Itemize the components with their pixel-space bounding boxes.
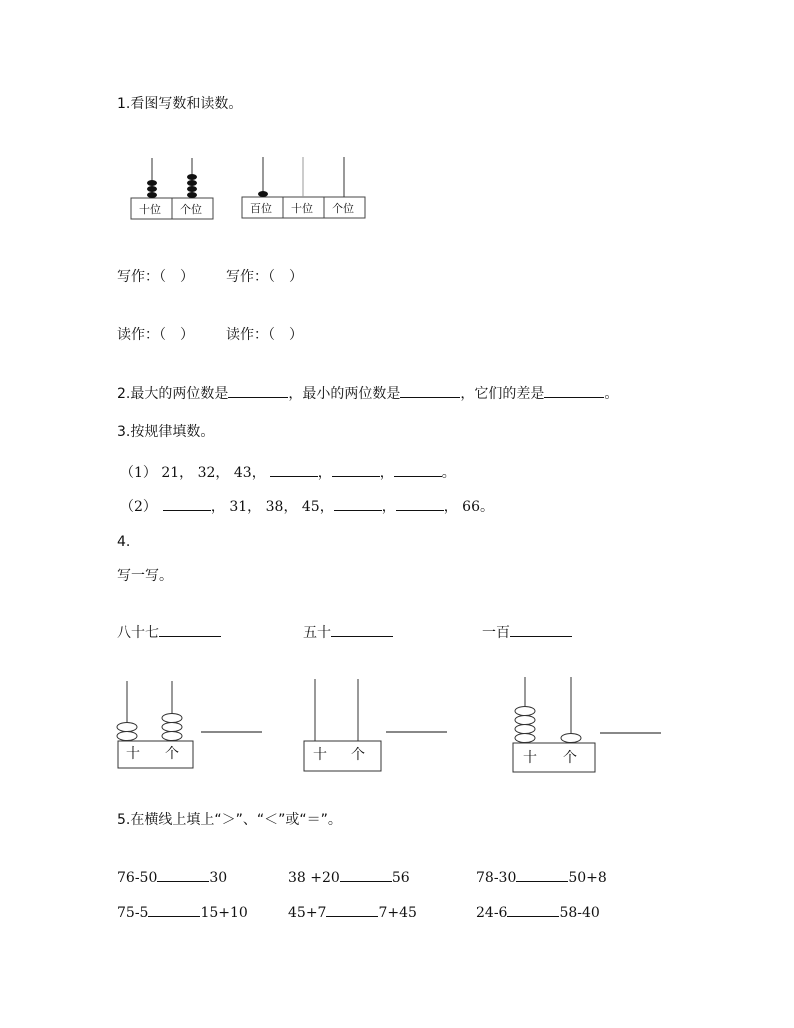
abacus-bead: [147, 186, 157, 192]
comparison-blank[interactable]: [507, 902, 559, 917]
q3-comma: ，: [317, 465, 332, 481]
q4-item-2: [303, 622, 393, 642]
comparison-item: [288, 902, 417, 922]
q3-comma: ，: [379, 465, 394, 481]
abacus-bead: [258, 191, 268, 197]
comparison-left: 38 +20: [288, 870, 340, 886]
comparison-item: [476, 867, 607, 887]
q3-line2-blank-3[interactable]: [396, 496, 444, 511]
abacus2-tens-label: 十位: [291, 202, 313, 215]
abacus-bead: [187, 186, 197, 192]
comparison-left: 45+7: [288, 905, 327, 921]
q2-blank-2[interactable]: [400, 383, 460, 398]
q4-item-3-text: 一百: [482, 625, 510, 641]
q4-item-2-text: 五十: [303, 625, 331, 641]
q3-line1-blank-3[interactable]: [394, 462, 442, 477]
abacus2-hundreds-label: 百位: [250, 202, 272, 215]
q3-line1-end: 。: [441, 465, 456, 481]
q1-title: 1.看图写数和读数。: [117, 96, 243, 112]
comparison-right: 56: [391, 870, 410, 886]
q3-line2-prefix: （2）: [120, 499, 157, 515]
q2-line: [117, 383, 618, 403]
q3-line1-blank-1[interactable]: [270, 462, 318, 477]
comparison-right: 50+8: [568, 870, 607, 886]
q3-line2-mid: ， 31， 38， 45，: [210, 499, 334, 515]
q4-title: 写一写。: [117, 568, 173, 584]
comparison-item: [117, 902, 248, 922]
abacus-bead: [117, 723, 137, 732]
abacus-bead: [147, 180, 157, 186]
abacus-bead: [117, 732, 137, 741]
comparison-item: [476, 902, 600, 922]
comparison-blank[interactable]: [326, 902, 378, 917]
abacus-bead: [162, 723, 182, 732]
abacus-bead: [515, 725, 535, 734]
abacus-bead: [515, 734, 535, 743]
q2-part1: 2.最大的两位数是: [117, 386, 229, 402]
q3-line1-blank-2[interactable]: [332, 462, 380, 477]
comparison-left: 78-30: [476, 870, 517, 886]
q4-abacus1-ones-label: 个: [165, 746, 179, 762]
comparison-item: [288, 867, 410, 887]
q4-item-3: [482, 622, 572, 642]
comparison-left: 24-6: [476, 905, 508, 921]
q2-part3: ，它们的差是: [460, 386, 545, 402]
q4-abacus2-tens-label: 十: [313, 747, 327, 763]
comparison-item: [117, 867, 227, 887]
q3-line-2: [120, 496, 494, 516]
q3-line-1: [120, 462, 456, 482]
abacus-bead: [162, 732, 182, 741]
q1-read-label-1: 读作：（ ）: [117, 327, 194, 343]
q4-item-1-blank[interactable]: [159, 622, 221, 637]
q3-comma: ，: [381, 499, 396, 515]
comparison-left: 76-50: [117, 870, 158, 886]
abacus-bead: [187, 180, 197, 186]
abacus-bead: [162, 714, 182, 723]
q4-abacus1-tens-label: 十: [126, 746, 140, 762]
q4-number: 4.: [117, 534, 131, 550]
q4-item-3-blank[interactable]: [510, 622, 572, 637]
abacus1-tens-label: 十位: [139, 203, 161, 216]
q3-line2-blank-2[interactable]: [334, 496, 382, 511]
abacus2-ones-label: 个位: [332, 202, 354, 215]
q3-title: 3.按规律填数。: [117, 424, 215, 440]
q1-write-label-1: 写作：（ ）: [117, 269, 194, 285]
abacus-bead: [147, 192, 157, 198]
abacus-bead: [515, 716, 535, 725]
q2-blank-1[interactable]: [228, 383, 288, 398]
comparison-blank[interactable]: [340, 867, 392, 882]
comparison-right: 15+10: [200, 905, 248, 921]
q4-item-2-blank[interactable]: [331, 622, 393, 637]
q1-read-label-2: 读作：（ ）: [226, 327, 303, 343]
comparison-blank[interactable]: [148, 902, 200, 917]
q4-abacus3-tens-label: 十: [523, 750, 537, 766]
q1-write-label-2: 写作：（ ）: [226, 269, 303, 285]
comparison-right: 30: [209, 870, 228, 886]
comparison-left: 75-5: [117, 905, 149, 921]
q4-abacus2-ones-label: 个: [351, 747, 365, 763]
comparison-right: 58-40: [559, 905, 600, 921]
q2-blank-3[interactable]: [544, 383, 604, 398]
q5-title: 5.在横线上填上“＞”、“＜”或“＝”。: [117, 812, 342, 828]
q2-part4: 。: [604, 386, 619, 402]
q3-line1-prefix: （1） 21， 32， 43，: [120, 465, 266, 481]
abacus-bead: [187, 192, 197, 198]
abacus-bead: [515, 707, 535, 716]
q2-part2: ，最小的两位数是: [288, 386, 401, 402]
comparison-right: 7+45: [378, 905, 417, 921]
abacus-bead: [187, 174, 197, 180]
q4-item-1-text: 八十七: [117, 625, 159, 641]
abacus1-ones-label: 个位: [180, 203, 202, 216]
q3-line2-end: ， 66。: [443, 499, 494, 515]
q4-abacus3-ones-label: 个: [563, 750, 577, 766]
q4-item-1: [117, 622, 221, 642]
q3-line2-blank-1[interactable]: [163, 496, 211, 511]
abacus-bead: [561, 734, 581, 743]
comparison-blank[interactable]: [516, 867, 568, 882]
comparison-blank[interactable]: [157, 867, 209, 882]
